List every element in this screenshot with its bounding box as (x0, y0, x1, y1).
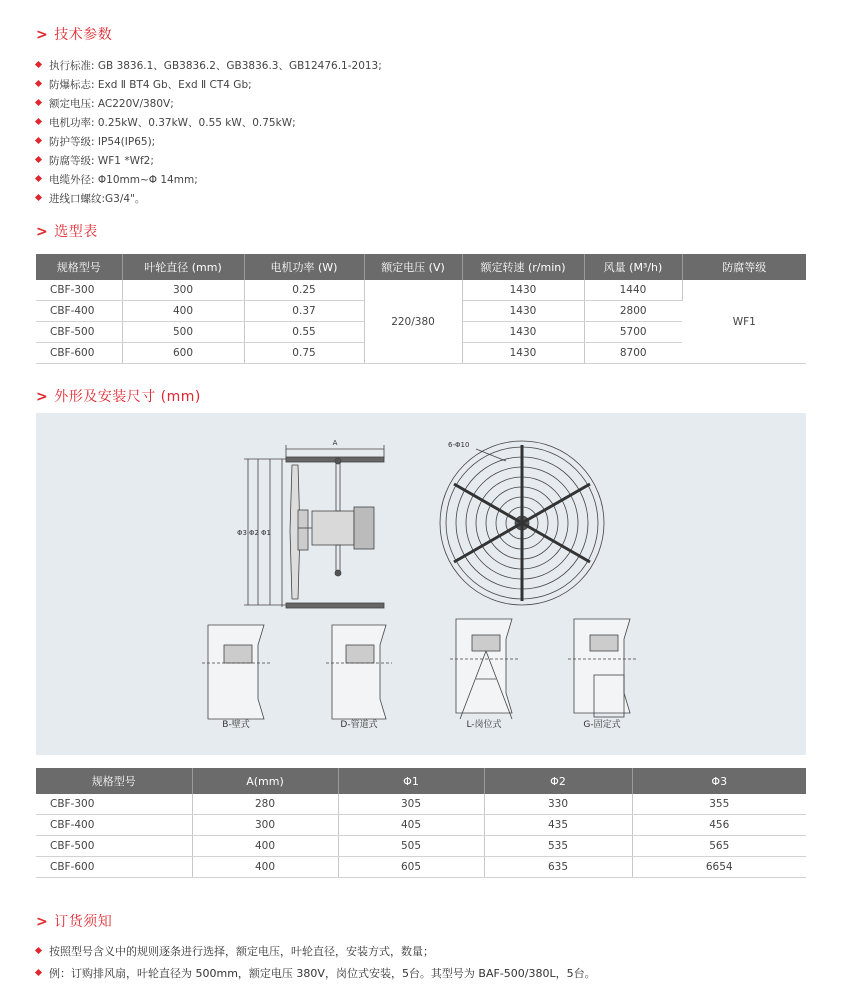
cell-phi1: 605 (338, 857, 484, 878)
cell-model: CBF-400 (36, 815, 192, 836)
column-header: 电机功率 (W) (244, 254, 364, 280)
section-title-dimensions: > 外形及安装尺寸 (mm) (36, 389, 201, 405)
dimension-drawing-panel (36, 413, 806, 755)
cell-a: 400 (192, 836, 338, 857)
diamond-bullet-icon (35, 969, 42, 976)
cell-phi3: 6654 (632, 857, 806, 878)
cell-model: CBF-300 (36, 794, 192, 815)
cell-voltage-merged: 220/380 (364, 280, 462, 364)
column-header: Φ2 (484, 768, 632, 794)
column-header: 规格型号 (36, 254, 122, 280)
table-header-row (36, 254, 806, 280)
cell-a: 300 (192, 815, 338, 836)
cell-diameter: 300 (122, 280, 244, 301)
spec-item: 电机功率: 0.25kW、0.37kW、0.55 kW、0.75kW; (36, 114, 536, 133)
mount-l-label: L-岗位式 (466, 720, 502, 730)
selection-table (36, 254, 806, 364)
column-header: Φ1 (338, 768, 484, 794)
cell-airflow: 2800 (584, 301, 682, 322)
mount-l-drawing (450, 619, 518, 719)
cell-model: CBF-600 (36, 343, 122, 364)
section-title-order: > 订货须知 (36, 914, 113, 930)
spec-item: 额定电压: AC220V/380V; (36, 95, 536, 114)
cell-phi2: 435 (484, 815, 632, 836)
dim-phi1-label: Φ1 (261, 529, 271, 537)
mount-d-drawing (326, 625, 392, 719)
order-note-item: 例：订购排风扇，叶轮直径为 500mm，额定电压 380V，岗位式安装，5台。其型号为 BAF-500/380L，5台。 (36, 963, 836, 985)
cell-diameter: 500 (122, 322, 244, 343)
cell-speed: 1430 (462, 301, 584, 322)
chevron-right-icon: > (36, 224, 49, 240)
cell-phi3: 456 (632, 815, 806, 836)
dimension-table (36, 768, 806, 878)
diamond-bullet-icon (35, 61, 42, 68)
column-header: 额定电压 (V) (364, 254, 462, 280)
cell-model: CBF-500 (36, 836, 192, 857)
cell-power: 0.55 (244, 322, 364, 343)
cell-power: 0.75 (244, 343, 364, 364)
cell-phi2: 330 (484, 794, 632, 815)
column-header: 额定转速 (r/min) (462, 254, 584, 280)
cell-phi1: 505 (338, 836, 484, 857)
table-row (36, 836, 806, 857)
dim-phi2-label: Φ2 (249, 529, 259, 537)
cell-airflow: 1440 (584, 280, 682, 301)
table-row (36, 280, 806, 301)
spec-item: 执行标准: GB 3836.1、GB3836.2、GB3836.3、GB12476.1-2013; (36, 57, 536, 76)
spec-item: 防爆标志: Exd Ⅱ BT4 Gb、Exd Ⅱ CT4 Gb; (36, 76, 536, 95)
table-row (36, 857, 806, 878)
diamond-bullet-icon (35, 175, 42, 182)
diamond-bullet-icon (35, 194, 42, 201)
column-header: Φ3 (632, 768, 806, 794)
table-row (36, 794, 806, 815)
section-title-tech: > 技术参数 (36, 27, 113, 43)
order-notes (36, 941, 836, 985)
cell-model: CBF-400 (36, 301, 122, 322)
spec-item: 进线口螺纹:G3/4"。 (36, 190, 536, 209)
order-note-item: 按照型号含义中的规则逐条进行选择，额定电压，叶轮直径，安装方式，数量； (36, 941, 836, 963)
column-header: 规格型号 (36, 768, 192, 794)
dim-a-label: A (332, 439, 338, 447)
cell-model: CBF-300 (36, 280, 122, 301)
diamond-bullet-icon (35, 137, 42, 144)
fan-front-view (440, 441, 604, 605)
diamond-bullet-icon (35, 156, 42, 163)
spec-item: 防腐等级: WF1 *Wf2; (36, 152, 536, 171)
column-header: 风量 (M³/h) (584, 254, 682, 280)
cell-airflow: 5700 (584, 322, 682, 343)
cell-speed: 1430 (462, 280, 584, 301)
spec-list (36, 57, 536, 209)
column-header: A(mm) (192, 768, 338, 794)
diamond-bullet-icon (35, 80, 42, 87)
cell-grade-merged: WF1 (682, 280, 806, 364)
column-header: 防腐等级 (682, 254, 806, 280)
cell-phi3: 355 (632, 794, 806, 815)
column-header: 叶轮直径 (mm) (122, 254, 244, 280)
dim-phi3-label: Φ3 (237, 529, 247, 537)
chevron-right-icon: > (36, 914, 49, 930)
mount-g-label: G-固定式 (583, 720, 621, 730)
fan-side-view (244, 445, 384, 608)
cell-phi2: 535 (484, 836, 632, 857)
mount-g-drawing (568, 619, 636, 717)
spec-item: 电缆外径: Φ10mm~Φ 14mm; (36, 171, 536, 190)
section-title-selection: > 选型表 (36, 224, 98, 240)
diamond-bullet-icon (35, 99, 42, 106)
diamond-bullet-icon (35, 947, 42, 954)
mount-b-drawing (202, 625, 270, 719)
fan-technical-drawing (36, 413, 806, 755)
cell-speed: 1430 (462, 343, 584, 364)
mount-d-label: D-管道式 (340, 720, 378, 730)
holes-label: 6-Φ10 (448, 441, 470, 449)
cell-a: 400 (192, 857, 338, 878)
table-row (36, 815, 806, 836)
cell-diameter: 400 (122, 301, 244, 322)
cell-phi1: 405 (338, 815, 484, 836)
chevron-right-icon: > (36, 27, 49, 43)
cell-model: CBF-500 (36, 322, 122, 343)
cell-airflow: 8700 (584, 343, 682, 364)
cell-model: CBF-600 (36, 857, 192, 878)
mount-b-label: B-壁式 (222, 720, 250, 730)
cell-a: 280 (192, 794, 338, 815)
diamond-bullet-icon (35, 118, 42, 125)
cell-speed: 1430 (462, 322, 584, 343)
spec-item: 防护等级: IP54(IP65); (36, 133, 536, 152)
chevron-right-icon: > (36, 389, 49, 405)
cell-diameter: 600 (122, 343, 244, 364)
cell-phi1: 305 (338, 794, 484, 815)
cell-phi2: 635 (484, 857, 632, 878)
cell-power: 0.37 (244, 301, 364, 322)
table-header-row (36, 768, 806, 794)
cell-phi3: 565 (632, 836, 806, 857)
cell-power: 0.25 (244, 280, 364, 301)
